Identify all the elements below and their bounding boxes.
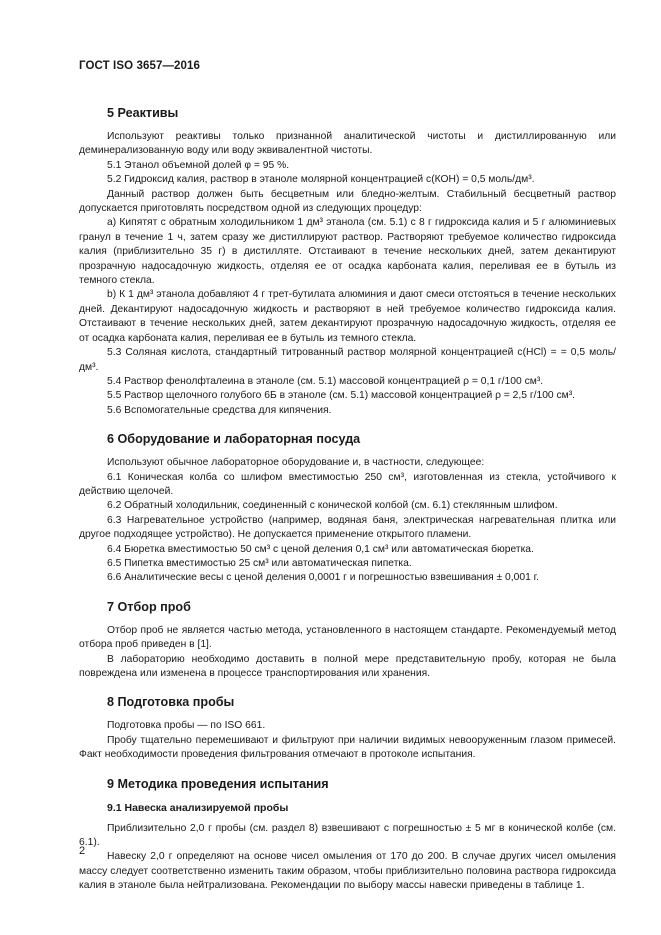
page-number: 2 (79, 845, 86, 857)
section-9-title: 9 Методика проведения испытания (107, 776, 329, 791)
section-5 (79, 105, 616, 418)
paragraph: 6.6 Аналитические весы с ценой деления 0,0001 г и погрешностью взвешивания ± 0,001 г. (107, 572, 540, 584)
paragraph: b) К 1 дм³ этанола добавляют 4 г трет-бутилата алюминия и дают смеси отстояться в течение нескольких дней. Декантируют надосадочную жидкость и растворяют в ней требуемое количество гидроксида калия. Отстаивают в течение нескольких дней, затем декантируют прозрачную надосадочную жидкость, отделяя ее от осадка карбоната калия, переливая ее в бутыль из темного стекла. (79, 289, 616, 344)
paragraph: Данный раствор должен быть бесцветным или бледно-желтым. Стабильный бесцветный раствор допускается приготовлять посредством одной из следующих процедур: (79, 188, 616, 215)
paragraph: Отбор проб не является частью метода, установленного в настоящем стандарте. Рекомендуемый метод отбора проб приведен в [1]. (79, 624, 616, 651)
paragraph: 6.2 Обратный холодильник, соединенный с конической колбой (см. 6.1) стеклянным шлифом. (107, 500, 558, 512)
document-body (79, 92, 616, 894)
paragraph: 5.1 Этанол объемной долей φ = 95 %. (107, 159, 290, 171)
paragraph: a) Кипятят с обратным холодильником 1 дм³ этанола (см. 5.1) с 8 г гидроксида калия и 5 г алюминиевых гранул в течение 1 ч, затем сразу же дистиллируют раствор. Растворяют требуемое количество гидроксида калия (приблизительно 35 г) в дистилляте. Отстаивают в течение нескольких дней, затем декантируют прозрачную надосадочную жидкость, отделяя ее от осадка карбоната калия, переливая ее в бутыль из темного стекла. (79, 217, 616, 287)
section-7 (79, 599, 616, 682)
paragraph: Используют обычное лабораторное оборудование и, в частности, следующее: (107, 457, 485, 469)
paragraph: Навеску 2,0 г определяют на основе чисел омыления от 170 до 200. В случае других чисел омыления массу следует соответственно изменить таким образом, чтобы приблизительно половина раствора гидроксида калия в этаноле была нейтрализована. Рекомендации по выбору массы навески приведены в таблице 1. (79, 851, 616, 892)
section-5-title: 5 Реактивы (107, 106, 179, 120)
section-8-title: 8 Подготовка пробы (107, 695, 235, 710)
subsection-9-1-title: 9.1 Навеска анализируемой пробы (107, 801, 289, 814)
paragraph: Подготовка пробы — по ISO 661. (107, 720, 266, 732)
section-8 (79, 694, 616, 762)
paragraph: 5.2 Гидроксид калия, раствор в этаноле молярной концентрацией c(КОН) = 0,5 моль/дм³. (107, 174, 535, 186)
paragraph: Используют реактивы только признанной аналитической чистоты и дистиллированную или деминерализованную воду или воду эквивалентной чистоты. (79, 131, 616, 157)
paragraph: Приблизительно 2,0 г пробы (см. раздел 8) взвешивают с погрешностью ± 5 мг в конической колбе (см. 6.1). (79, 822, 616, 849)
paragraph: 6.1 Коническая колба со шлифом вместимостью 250 см³, изготовленная из стекла, устойчивого к действию щелочей. (79, 471, 616, 497)
paragraph: 5.3 Соляная кислота, стандартный титрованный раствор молярной концентрацией c(HCl) = = 0,5 моль/дм³. (79, 347, 616, 373)
paragraph: В лабораторию необходимо доставить в полной мере представительную пробу, которая не была повреждена или изменена в процессе транспортирования или хранения. (79, 653, 616, 679)
paragraph: 5.4 Раствор фенолфталеина в этаноле (см. 5.1) массовой концентрацией ρ = 0,1 г/100 см³. (107, 375, 544, 387)
section-6 (79, 431, 616, 586)
paragraph: 6.4 Бюретка вместимостью 50 см³ с ценой деления 0,1 см³ или автоматическая бюретка. (107, 543, 534, 555)
paragraph: 6.5 Пипетка вместимостью 25 см³ или автоматическая пипетка. (107, 557, 412, 569)
paragraph: Пробу тщательно перемешивают и фильтруют при наличии видимых невооруженным глазом примесей. Факт необходимости проведения фильтрования отмечают в протоколе испытания. (79, 734, 616, 761)
paragraph: 6.3 Нагревательное устройство (например, водяная баня, электрическая нагревательная плитка или другое подходящее устройство). Не допускается применение открытого пламени. (79, 514, 616, 541)
section-6-title: 6 Оборудование и лабораторная посуда (107, 432, 361, 447)
document-header: ГОСТ ISO 3657—2016 (79, 60, 201, 72)
paragraph: 5.5 Раствор щелочного голубого 6Б в этаноле (см. 5.1) массовой концентрацией ρ = 2,5 г/100 см³. (107, 390, 576, 402)
section-9 (79, 776, 616, 894)
section-7-title: 7 Отбор проб (107, 599, 191, 614)
paragraph: 5.6 Вспомогательные средства для кипячения. (107, 404, 332, 416)
